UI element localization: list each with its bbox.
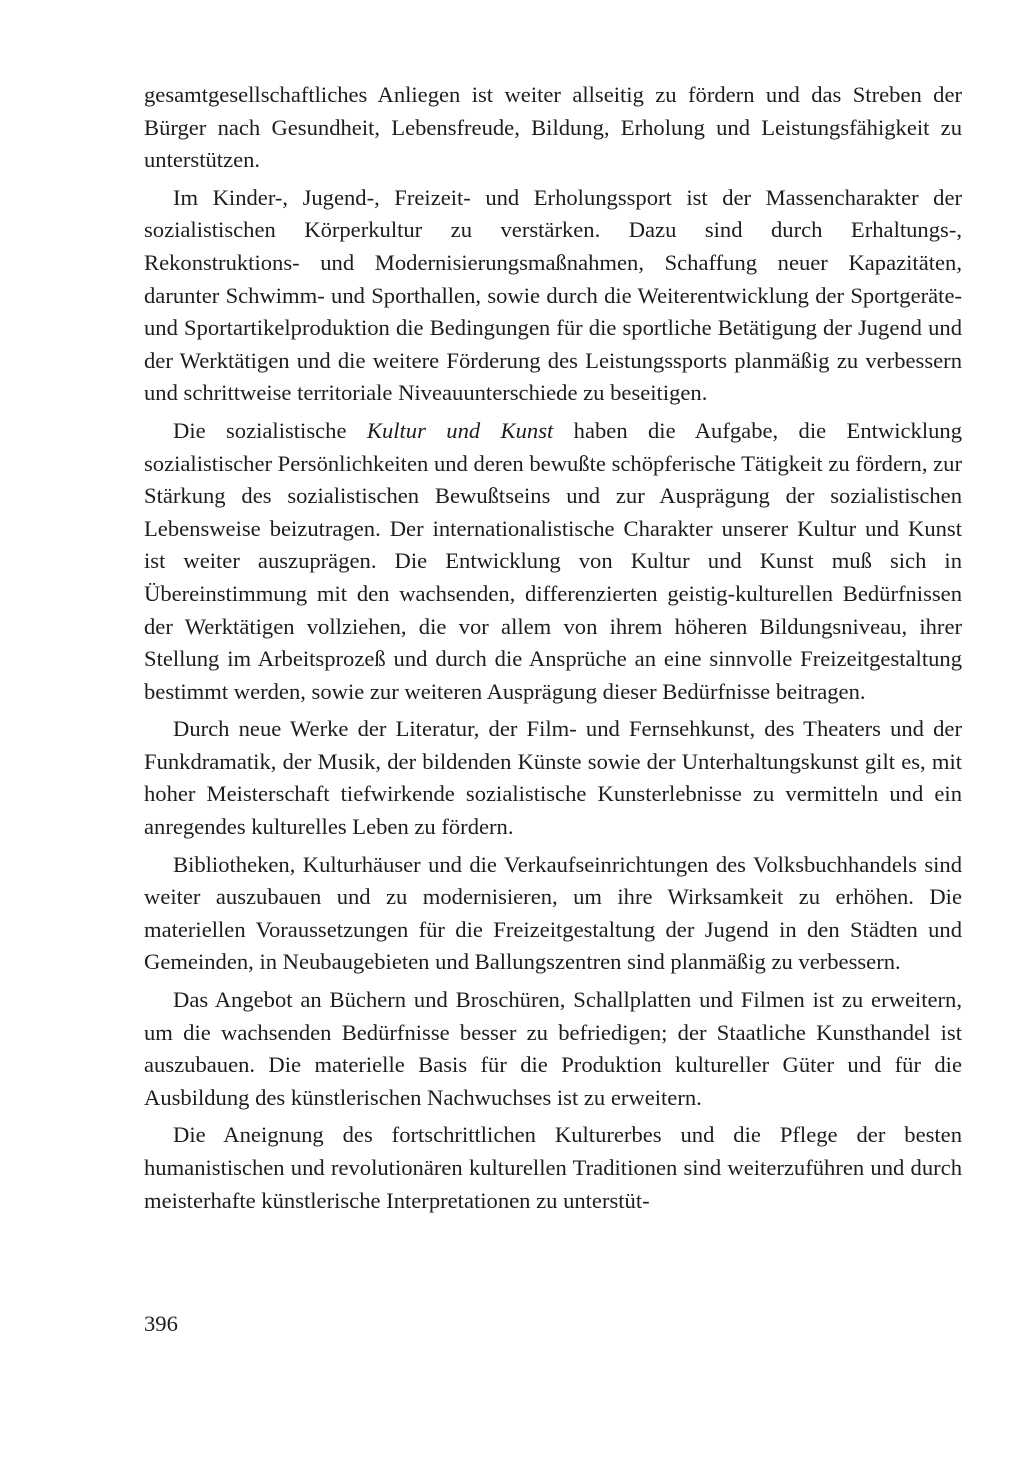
paragraph-3-rest: haben die Aufgabe, die Entwicklung sozialistischer Persönlichkeiten und deren bewußte schöpferische Tätigkeit zu fördern, zur Stärkung des sozialistischen Bewußtseins und zur Ausprägung der sozialistischen Lebensweise beizutragen. Der internationalistische Charakter unserer Kultur und Kunst ist weiter auszuprägen. Die Entwicklung von Kultur und Kunst muß sich in Übereinstimmung mit den wachsenden, differenzierten geistig-kulturellen Bedürfnissen der Werktätigen vollziehen, die vor allem von ihrem höheren Bildungsniveau, ihrer Stellung im Arbeitsprozeß und durch die Ansprüche an eine sinnvolle Freizeitgestaltung bestimmt werden, sowie zur weiteren Ausprägung dieser Bedürfnisse beitragen.	[144, 417, 963, 704]
page-number: 396	[144, 1311, 178, 1336]
paragraph-2: Im Kinder-, Jugend-, Freizeit- und Erholungssport ist der Massencharakter der sozialistischen Körperkultur zu verstärken. Dazu sind durch Erhaltungs-, Rekonstruktions- und Modernisierungsmaßnahmen, Schaffung neuer Kapazitäten, darunter Schwimm- und Sporthallen, sowie durch die Weiterentwicklung der Sportgeräte- und Sportartikelproduktion die Bedingungen für die sportliche Betätigung der Jugend und der Werktätigen und die weitere Förderung des Leistungssports planmäßig zu verbessern und schrittweise territoriale Niveauunterschiede zu beseitigen.	[144, 184, 962, 406]
paragraph-3-lead: Die sozialistische	[173, 417, 367, 443]
paragraph-1: gesamtgesellschaftliches Anliegen ist weiter allseitig zu fördern und das Streben der Bürger nach Gesundheit, Lebensfreude, Bildung, Erholung und Leistungsfähigkeit zu unterstützen.	[144, 82, 962, 173]
body-text	[144, 79, 962, 1222]
paragraph-4: Durch neue Werke der Literatur, der Film- und Fernsehkunst, des Theaters und der Funkdramatik, der Musik, der bildenden Künste sowie der Unterhaltungskunst gilt es, mit hoher Meisterschaft tiefwirkende sozialistische Kunsterlebnisse zu vermitteln und ein anregendes kulturelles Leben zu fördern.	[144, 716, 962, 840]
paragraph-7: Die Aneignung des fortschrittlichen Kulturerbes und die Pflege der besten humanistischen und revolutionären kulturellen Traditionen sind weiterzuführen und durch meisterhafte künstlerische Interpretationen zu unterstüt-	[144, 1122, 962, 1213]
paragraph-6: Das Angebot an Büchern und Broschüren, Schallplatten und Filmen ist zu erweitern, um die wachsenden Bedürfnisse besser zu befriedigen; der Staatliche Kunsthandel ist auszubauen. Die materielle Basis für die Produktion kultureller Güter und für die Ausbildung des künstlerischen Nachwuchses ist zu erweitern.	[144, 987, 962, 1110]
paragraph-5: Bibliotheken, Kulturhäuser und die Verkaufseinrichtungen des Volksbuchhandels sind weiter auszubauen und zu modernisieren, um ihre Wirksamkeit zu erhöhen. Die materiellen Voraussetzungen für die Freizeitgestaltung der Jugend in den Städten und Gemeinden, in Neubaugebieten und Ballungszentren sind planmäßig zu verbessern.	[144, 851, 962, 975]
paragraph-3-emphasis: Kultur und Kunst	[366, 417, 554, 443]
paragraph-3	[144, 415, 962, 708]
